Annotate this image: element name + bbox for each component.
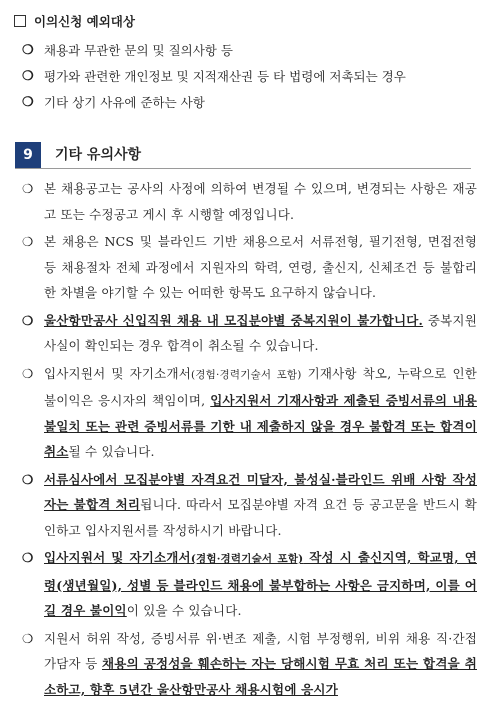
circle-bullet-icon: ❍: [22, 43, 34, 58]
list-item: ❍ 채용과 무관한 문의 및 질의사항 등: [22, 38, 477, 64]
list-item: ❍ 지원서 허위 작성, 증빙서류 위·변조 제출, 시험 부정행위, 비위 채용 직·간접 가담자 등 채용의 공정성을 훼손하는 자는 당해시험 무효 처리 또는 합격을 취소하고, 향후 5년간 울산항만공사 채용시험에 응시가: [22, 626, 477, 703]
circle-bullet-icon: ❍: [22, 550, 34, 565]
circle-bullet-icon: ❍: [22, 630, 34, 646]
circle-bullet-icon: ❍: [22, 69, 34, 84]
circle-bullet-icon: ❍: [22, 365, 34, 381]
list-item: ❍ 기타 상기 사유에 준하는 사항: [22, 90, 477, 116]
section-number-badge: 9: [15, 142, 41, 168]
notes-list: [22, 176, 477, 704]
section-title: 기타 유의사항: [55, 147, 142, 163]
circle-bullet-icon: ❍: [22, 471, 34, 487]
circle-bullet-icon: ❍: [22, 234, 34, 249]
objection-exception-list: [22, 38, 477, 116]
objection-title-text: 이의신청 예외대상: [34, 14, 135, 29]
list-item: ❍ 서류심사에서 모집분야별 자격요건 미달자, 불성실·블라인드 위배 사항 작성자는 불합격 처리됩니다. 따라서 모집분야별 자격 요건 등 공고문을 반드시 확인하고 입사지원서를 작성하시기 바랍니다.: [22, 467, 477, 544]
circle-bullet-icon: ❍: [22, 181, 34, 196]
circle-bullet-icon: ❍: [22, 312, 34, 328]
list-item: ❍ 본 채용공고는 공사의 사정에 의하여 변경될 수 있으며, 변경되는 사항은 재공고 또는 수정공고 게시 후 시행할 예정입니다.: [22, 176, 477, 227]
list-item: ❍ 본 채용은 NCS 및 블라인드 기반 채용으로서 서류전형, 필기전형, 면접전형 등 채용절차 전체 과정에서 지원자의 학력, 연령, 출신지, 신체조건 등 불합리한 차별을 야기할 수 있는 어떠한 항목도 요구하지 않습니다.: [22, 229, 477, 306]
objection-exceptions-title: [14, 12, 135, 30]
section-header: [15, 142, 471, 169]
list-item: ❍ 평가와 관련한 개인정보 및 지적재산권 등 타 법령에 저촉되는 경우: [22, 64, 477, 90]
list-item: ❍ 입사지원서 및 자기소개서(경험·경력기술서 포함) 작성 시 출신지역, 학교명, 연령(생년월일), 성별 등 블라인드 채용에 불부합하는 사항은 금지하며, 이를 어길 경우 불이익이 있을 수 있습니다.: [22, 545, 477, 624]
list-item: ❍ 입사지원서 및 자기소개서(경험·경력기술서 포함) 기재사항 착오, 누락으로 인한 불이익은 응시자의 책임이며, 입사지원서 기재사항과 제출된 증빙서류의 내용 불일치 또는 관련 증빙서류를 기한 내 제출하지 않을 경우 불합격 또는 합격이 취소될 수 있습니다.: [22, 361, 477, 465]
circle-bullet-icon: ❍: [22, 95, 34, 110]
list-item: ❍ 울산항만공사 신입직원 채용 내 모집분야별 중복지원이 불가합니다. 중복지원 사실이 확인되는 경우 합격이 취소될 수 있습니다.: [22, 308, 477, 359]
square-bullet-icon: [14, 15, 26, 27]
